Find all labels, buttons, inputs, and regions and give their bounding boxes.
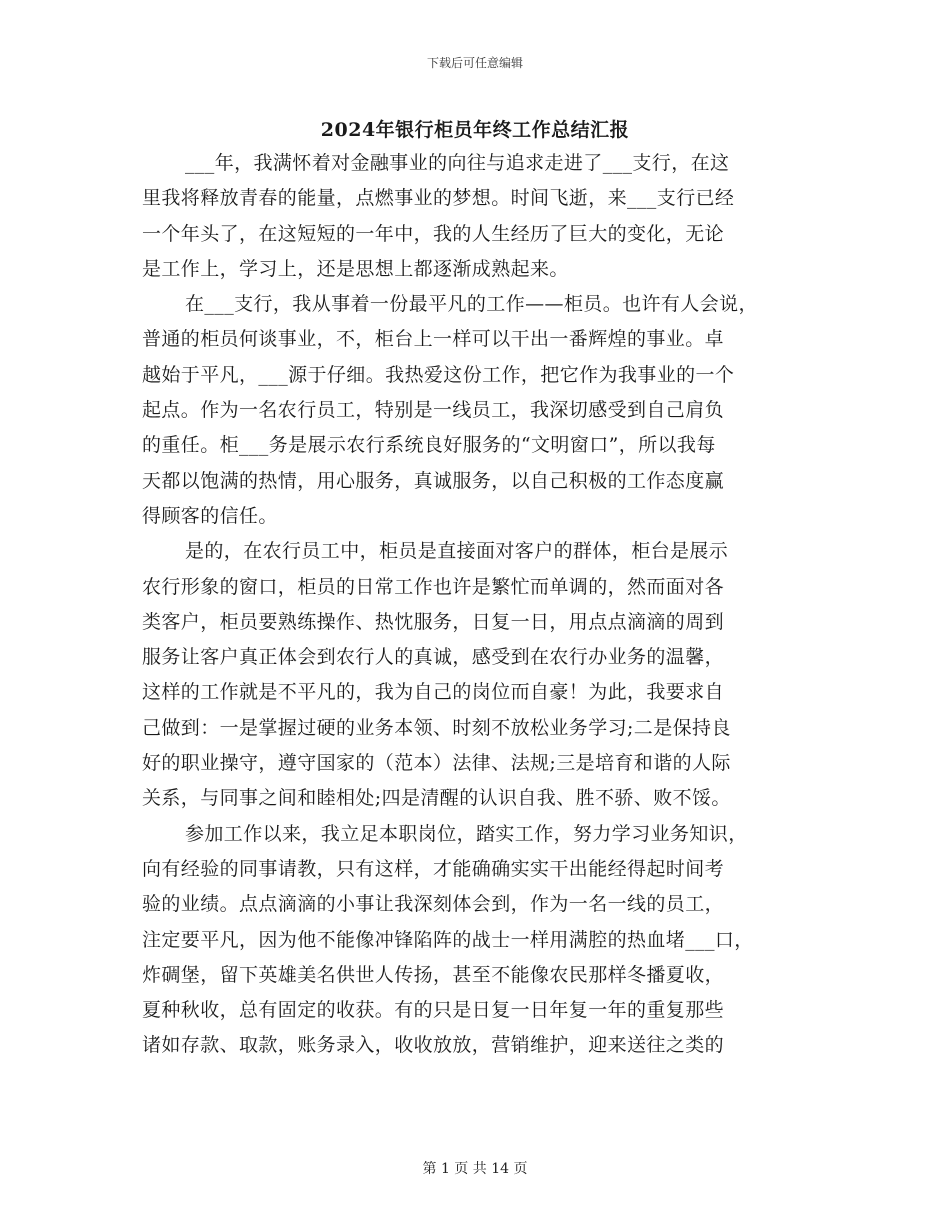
text-line: 诸如存款、取款，账务录入，收收放放，营销维护，迎来送往之类的: [142, 1034, 725, 1057]
document-body: [142, 146, 832, 1064]
text-line: 这样的工作就是不平凡的，我为自己的岗位而自豪！为此，我要求自: [142, 681, 725, 704]
text-line: 天都以饱满的热情，用心服务，真诚服务，以自己积极的工作态度赢: [142, 469, 725, 492]
text-line: 服务让客户真正体会到农行人的真诚，感受到在农行办业务的温馨，: [142, 646, 725, 669]
text-line: 的重任。柜___务是展示农行系统良好服务的“文明窗口”，所以我每: [142, 434, 716, 457]
text-line: 得顾客的信任。: [142, 504, 278, 527]
paragraph: [142, 146, 832, 287]
text-line: 向有经验的同事请教，只有这样，才能确确实实干出能经得起时间考: [142, 857, 725, 880]
paragraph: [142, 817, 832, 1064]
page-number: 第 1 页 共 14 页: [422, 1161, 528, 1177]
text-line: 好的职业操守，遵守国家的（范本）法律、法规;三是培育和谐的人际: [142, 752, 731, 775]
text-line: 农行形象的窗口，柜员的日常工作也许是繁忙而单调的，然而面对各: [142, 575, 725, 598]
text-line: 关系，与同事之间和睦相处;四是清醒的认识自我、胜不骄、败不馁。: [142, 787, 731, 810]
text-line: 普通的柜员何谈事业，不，柜台上一样可以干出一番辉煌的事业。卓: [142, 328, 725, 351]
text-line: 是工作上，学习上，还是思想上都逐渐成熟起来。: [142, 257, 569, 280]
text-line: 验的业绩。点点滴滴的小事让我深刻体会到，作为一名一线的员工，: [142, 893, 725, 916]
text-line: 起点。作为一名农行员工，特别是一线员工，我深切感受到自己肩负: [142, 399, 725, 422]
paragraph: [142, 534, 832, 816]
text-line: 一个年头了，在这短短的一年中，我的人生经历了巨大的变化，无论: [142, 222, 725, 245]
text-line: 注定要平凡，因为他不能像冲锋陷阵的战士一样用满腔的热血堵___口，: [142, 928, 754, 951]
text-line: 在___支行，我从事着一份最平凡的工作——柜员。也许有人会说，: [185, 293, 758, 316]
header-note: 下载后可任意编辑: [426, 56, 523, 70]
text-line: 夏种秋收，总有固定的收获。有的只是日复一日年复一年的重复那些: [142, 999, 725, 1022]
text-line: 类客户，柜员要熟练操作、热忱服务，日复一日，用点点滴滴的周到: [142, 610, 725, 633]
text-line: 里我将释放青春的能量，点燃事业的梦想。时间飞逝，来___支行已经: [142, 187, 735, 210]
text-line: 炸碉堡，留下英雄美名供世人传扬，甚至不能像农民那样冬播夏收，: [142, 963, 725, 986]
paragraph: [142, 287, 832, 534]
text-line: 是的，在农行员工中，柜员是直接面对客户的群体，柜台是展示: [185, 540, 729, 563]
text-line: ___年，我满怀着对金融事业的向往与追求走进了___支行，在这: [185, 152, 730, 174]
text-line: 参加工作以来，我立足本职岗位，踏实工作，努力学习业务知识，: [185, 822, 748, 845]
text-line: 越始于平凡，___源于仔细。我热爱这份工作，把它作为我事业的一个: [142, 363, 735, 386]
document-title: 2024年银行柜员年终工作总结汇报: [320, 119, 630, 141]
text-line: 己做到：一是掌握过硬的业务本领、时刻不放松业务学习;二是保持良: [142, 716, 731, 739]
